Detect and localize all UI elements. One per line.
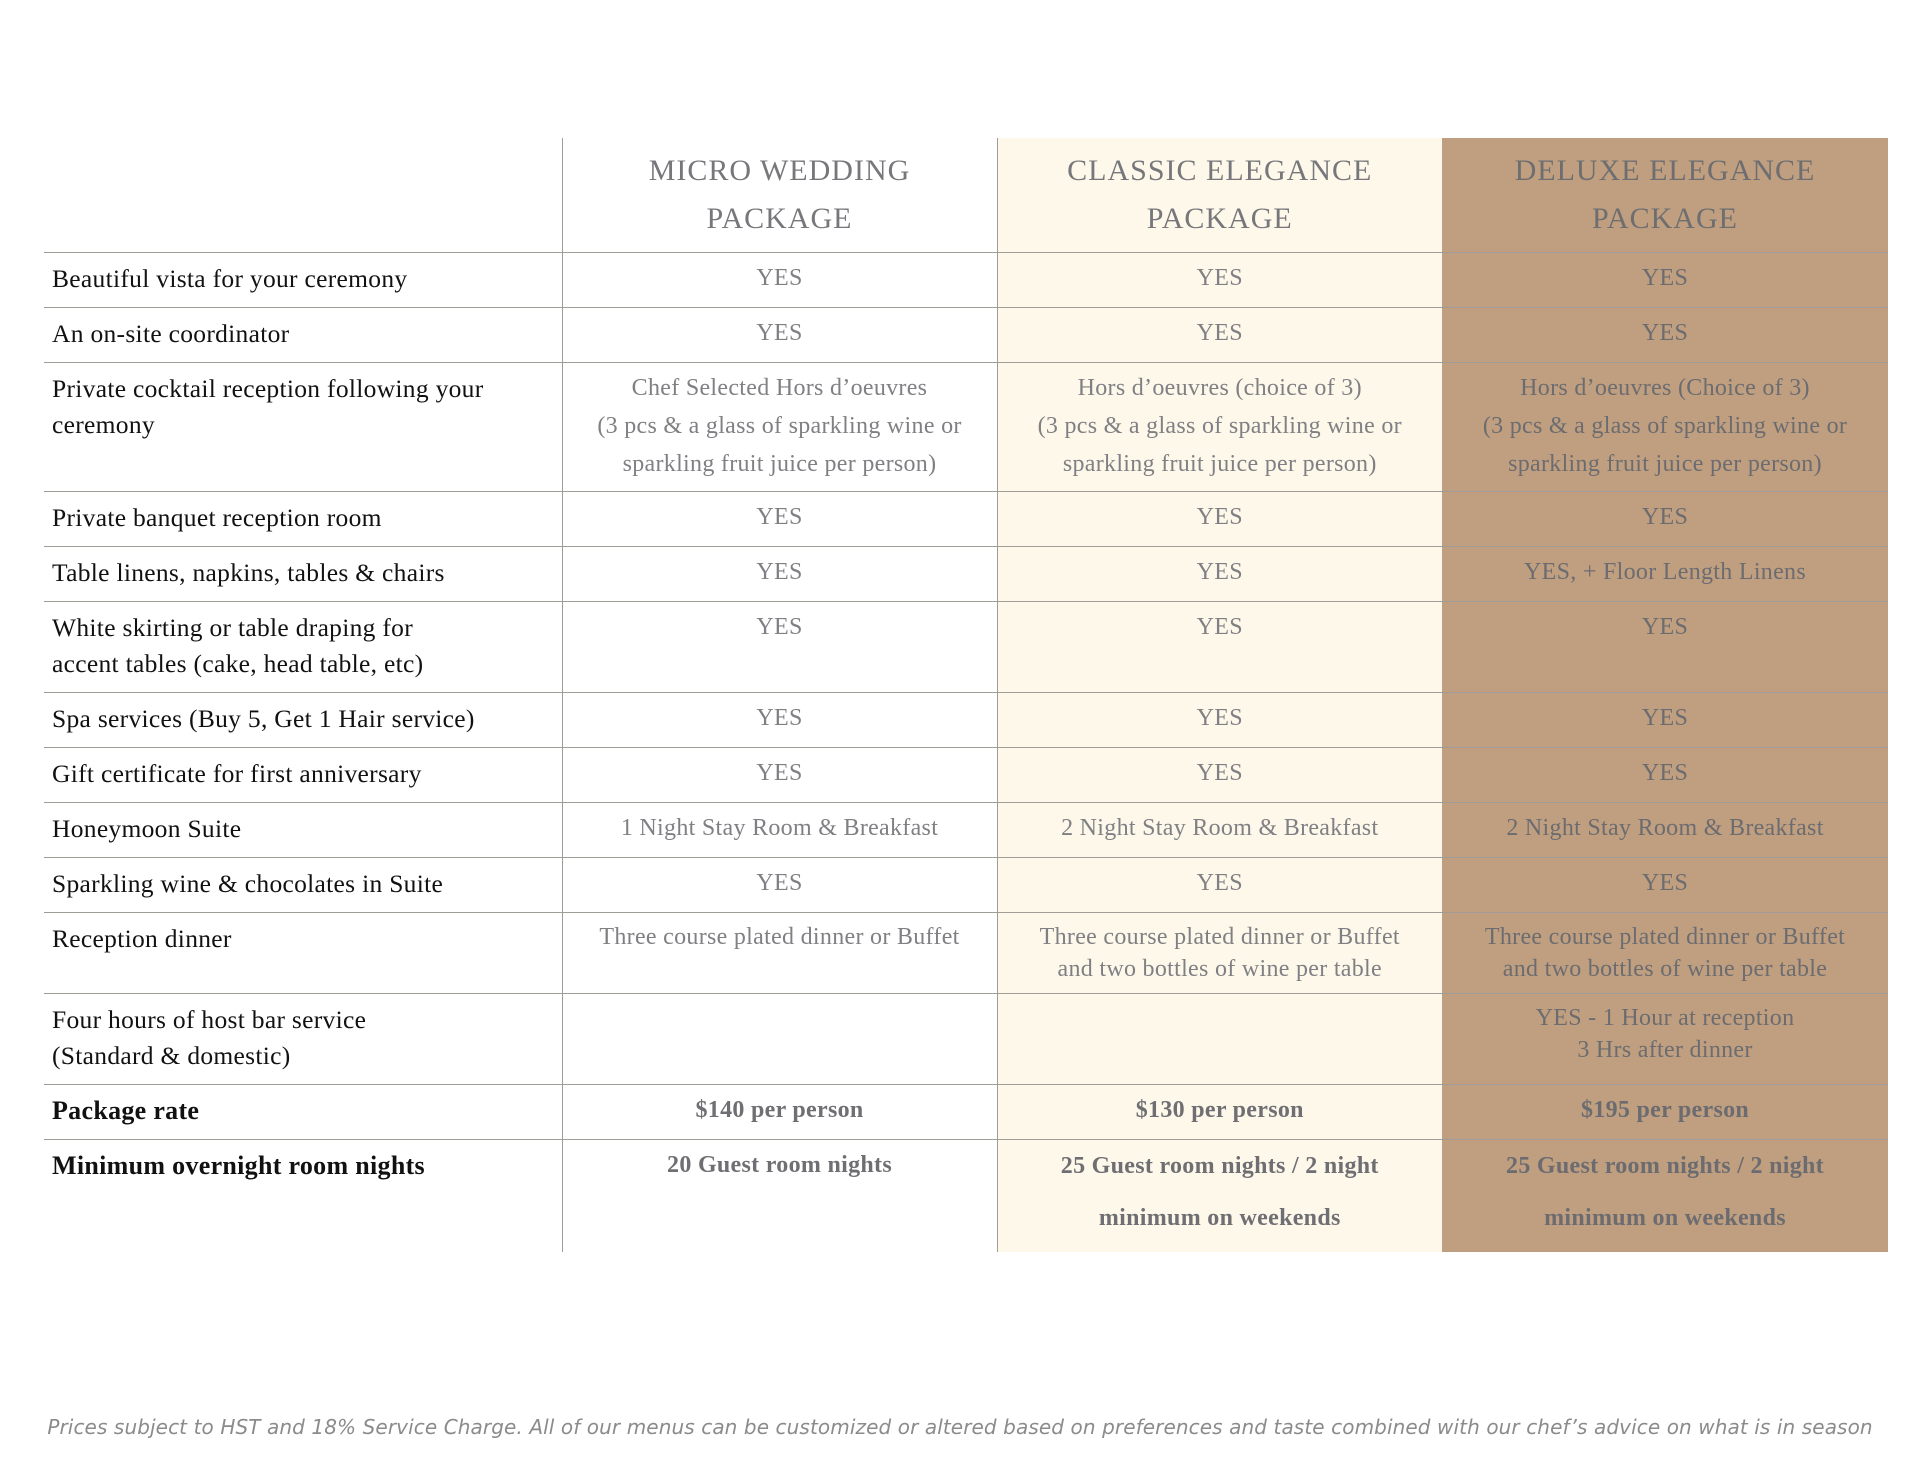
- table-row: [44, 1085, 1888, 1140]
- cell-value: (3 pcs & a glass of sparkling wine or: [597, 413, 962, 439]
- cell-value: YES: [1641, 760, 1689, 786]
- table-row: [44, 492, 1888, 547]
- package-comparison-table: [44, 138, 1888, 1252]
- feature-label: [44, 693, 562, 748]
- column-header-deluxe: [1442, 138, 1888, 253]
- cell-micro: [562, 858, 997, 913]
- cell-deluxe: [1442, 858, 1888, 913]
- cell-value: YES: [1196, 705, 1243, 731]
- feature-label: [44, 1140, 562, 1253]
- cell-classic: [997, 1140, 1442, 1253]
- cell-micro: [562, 803, 997, 858]
- cell-value: and two bottles of wine per table: [1057, 956, 1382, 982]
- table-row: [44, 253, 1888, 308]
- column-header-line: PACKAGE: [1592, 202, 1738, 235]
- cell-micro: [562, 492, 997, 547]
- cell-value: YES, + Floor Length Linens: [1524, 559, 1806, 585]
- cell-value: YES: [756, 705, 803, 731]
- cell-value: $140 per person: [695, 1097, 864, 1123]
- cell-micro: [562, 363, 997, 492]
- cell-value: YES: [1641, 870, 1689, 896]
- feature-label: [44, 492, 562, 547]
- table-row: [44, 363, 1888, 492]
- column-header-line: MICRO WEDDING: [648, 154, 911, 187]
- cell-deluxe: [1442, 693, 1888, 748]
- cell-value: YES: [1641, 705, 1689, 731]
- package-comparison: [44, 138, 1888, 1252]
- cell-value: (3 pcs & a glass of sparkling wine or: [1037, 413, 1402, 439]
- cell-deluxe: [1442, 492, 1888, 547]
- cell-value: YES: [1196, 265, 1243, 291]
- cell-value: YES: [1196, 504, 1243, 530]
- cell-micro: [562, 547, 997, 602]
- column-header-classic: [997, 138, 1442, 253]
- cell-value: and two bottles of wine per table: [1502, 956, 1828, 982]
- cell-classic: [997, 994, 1442, 1085]
- cell-value: minimum on weekends: [1098, 1205, 1341, 1231]
- feature-label-line: Sparkling wine & chocolates in Suite: [52, 869, 444, 898]
- cell-deluxe: [1442, 913, 1888, 994]
- cell-value: Three course plated dinner or Buffet: [1039, 924, 1400, 950]
- table-row: [44, 803, 1888, 858]
- cell-classic: [997, 602, 1442, 693]
- cell-classic: [997, 803, 1442, 858]
- cell-value: 20 Guest room nights: [667, 1152, 892, 1178]
- cell-classic: [997, 1085, 1442, 1140]
- cell-classic: [997, 363, 1442, 492]
- cell-deluxe: [1442, 363, 1888, 492]
- feature-label: [44, 547, 562, 602]
- cell-value: sparkling fruit juice per person): [1062, 451, 1377, 477]
- cell-micro: [562, 994, 997, 1085]
- feature-label-line: Package rate: [52, 1096, 200, 1125]
- column-header-line: CLASSIC ELEGANCE: [1067, 154, 1373, 187]
- cell-value: Three course plated dinner or Buffet: [599, 924, 960, 950]
- cell-value: $195 per person: [1580, 1097, 1750, 1123]
- cell-deluxe: [1442, 1140, 1888, 1253]
- cell-micro: [562, 913, 997, 994]
- cell-classic: [997, 693, 1442, 748]
- cell-micro: [562, 602, 997, 693]
- cell-micro: [562, 1140, 997, 1253]
- cell-classic: [997, 492, 1442, 547]
- cell-deluxe: [1442, 748, 1888, 803]
- feature-label-line: Beautiful vista for your ceremony: [52, 264, 408, 293]
- table-row: [44, 994, 1888, 1085]
- feature-label: [44, 253, 562, 308]
- cell-deluxe: [1442, 253, 1888, 308]
- table-row: [44, 693, 1888, 748]
- table-row: [44, 308, 1888, 363]
- feature-label: [44, 1085, 562, 1140]
- cell-deluxe: [1442, 803, 1888, 858]
- cell-value: YES: [756, 870, 803, 896]
- feature-label-line: Gift certificate for first anniversary: [52, 759, 422, 788]
- cell-value: 1 Night Stay Room & Breakfast: [620, 815, 939, 841]
- feature-label-line: Four hours of host bar service: [52, 1005, 367, 1034]
- cell-value: YES: [1196, 559, 1243, 585]
- cell-classic: [997, 308, 1442, 363]
- feature-label: [44, 803, 562, 858]
- cell-value: YES: [756, 614, 803, 640]
- cell-value: Hors d’oeuvres (choice of 3): [1077, 375, 1362, 401]
- feature-label: [44, 858, 562, 913]
- cell-value: 2 Night Stay Room & Breakfast: [1061, 815, 1379, 841]
- feature-label-line: Minimum overnight room nights: [52, 1151, 425, 1180]
- feature-label-line: (Standard & domestic): [52, 1041, 291, 1070]
- cell-value: YES: [756, 265, 803, 291]
- cell-value: sparkling fruit juice per person): [622, 451, 937, 477]
- cell-value: 25 Guest room nights / 2 night: [1060, 1153, 1379, 1179]
- cell-value: YES: [1196, 760, 1243, 786]
- cell-micro: [562, 748, 997, 803]
- cell-value: YES: [1641, 504, 1689, 530]
- feature-label-line: Honeymoon Suite: [52, 814, 242, 843]
- cell-value: sparkling fruit juice per person): [1508, 451, 1822, 477]
- feature-label: [44, 602, 562, 693]
- cell-value: (3 pcs & a glass of sparkling wine or: [1482, 413, 1848, 439]
- cell-value: 25 Guest room nights / 2 night: [1506, 1153, 1824, 1179]
- cell-micro: [562, 1085, 997, 1140]
- cell-value: minimum on weekends: [1544, 1205, 1786, 1231]
- cell-value: 3 Hrs after dinner: [1577, 1037, 1753, 1063]
- table-row: [44, 913, 1888, 994]
- feature-label-line: Table linens, napkins, tables & chairs: [52, 558, 445, 587]
- feature-label: [44, 308, 562, 363]
- feature-label-line: ceremony: [52, 410, 155, 439]
- feature-label-line: White skirting or table draping for: [52, 613, 414, 642]
- cell-value: Hors d’oeuvres (Choice of 3): [1520, 375, 1810, 401]
- cell-value: YES: [1196, 614, 1243, 640]
- feature-label-line: Spa services (Buy 5, Get 1 Hair service): [52, 704, 475, 733]
- column-header-line: PACKAGE: [1146, 202, 1293, 235]
- cell-value: YES: [1641, 265, 1689, 291]
- cell-value: Chef Selected Hors d’oeuvres: [631, 375, 928, 401]
- feature-label-line: Reception dinner: [52, 924, 232, 953]
- cell-deluxe: [1442, 994, 1888, 1085]
- cell-classic: [997, 547, 1442, 602]
- feature-label-line: Private banquet reception room: [52, 503, 382, 532]
- cell-value: YES: [756, 559, 803, 585]
- table-row: [44, 547, 1888, 602]
- cell-classic: [997, 858, 1442, 913]
- table-body: [44, 253, 1888, 1253]
- cell-value: YES: [756, 760, 803, 786]
- table-row: [44, 602, 1888, 693]
- cell-value: 2 Night Stay Room & Breakfast: [1506, 815, 1824, 841]
- cell-deluxe: [1442, 1085, 1888, 1140]
- cell-classic: [997, 748, 1442, 803]
- table-row: [44, 1140, 1888, 1253]
- cell-value: YES: [1196, 870, 1243, 896]
- cell-value: Three course plated dinner or Buffet: [1484, 924, 1846, 950]
- cell-micro: [562, 693, 997, 748]
- cell-value: YES - 1 Hour at reception: [1535, 1005, 1795, 1031]
- column-header-micro: [562, 138, 997, 253]
- cell-value: $130 per person: [1135, 1097, 1304, 1123]
- cell-value: YES: [756, 320, 803, 346]
- footnote: Prices subject to HST and 18% Service Charge. All of our menus can be customized or altered based on preferences and taste combined with our chef’s advice on what is in season: [47, 1415, 1873, 1439]
- column-header-line: PACKAGE: [706, 202, 853, 235]
- cell-classic: [997, 913, 1442, 994]
- cell-value: YES: [756, 504, 803, 530]
- feature-label-line: An on-site coordinator: [52, 319, 290, 348]
- header-corner: [44, 138, 562, 253]
- feature-label: [44, 748, 562, 803]
- cell-deluxe: [1442, 547, 1888, 602]
- cell-deluxe: [1442, 308, 1888, 363]
- feature-label: [44, 913, 562, 994]
- cell-deluxe: [1442, 602, 1888, 693]
- feature-label-line: accent tables (cake, head table, etc): [52, 649, 424, 678]
- cell-value: YES: [1641, 320, 1689, 346]
- feature-label: [44, 994, 562, 1085]
- cell-micro: [562, 308, 997, 363]
- cell-micro: [562, 253, 997, 308]
- cell-value: YES: [1196, 320, 1243, 346]
- cell-value: YES: [1641, 614, 1689, 640]
- feature-label-line: Private cocktail reception following your: [52, 374, 484, 403]
- table-row: [44, 748, 1888, 803]
- cell-classic: [997, 253, 1442, 308]
- column-header-line: DELUXE ELEGANCE: [1514, 154, 1816, 187]
- feature-label: [44, 363, 562, 492]
- table-row: [44, 858, 1888, 913]
- table-header-row: [44, 138, 1888, 253]
